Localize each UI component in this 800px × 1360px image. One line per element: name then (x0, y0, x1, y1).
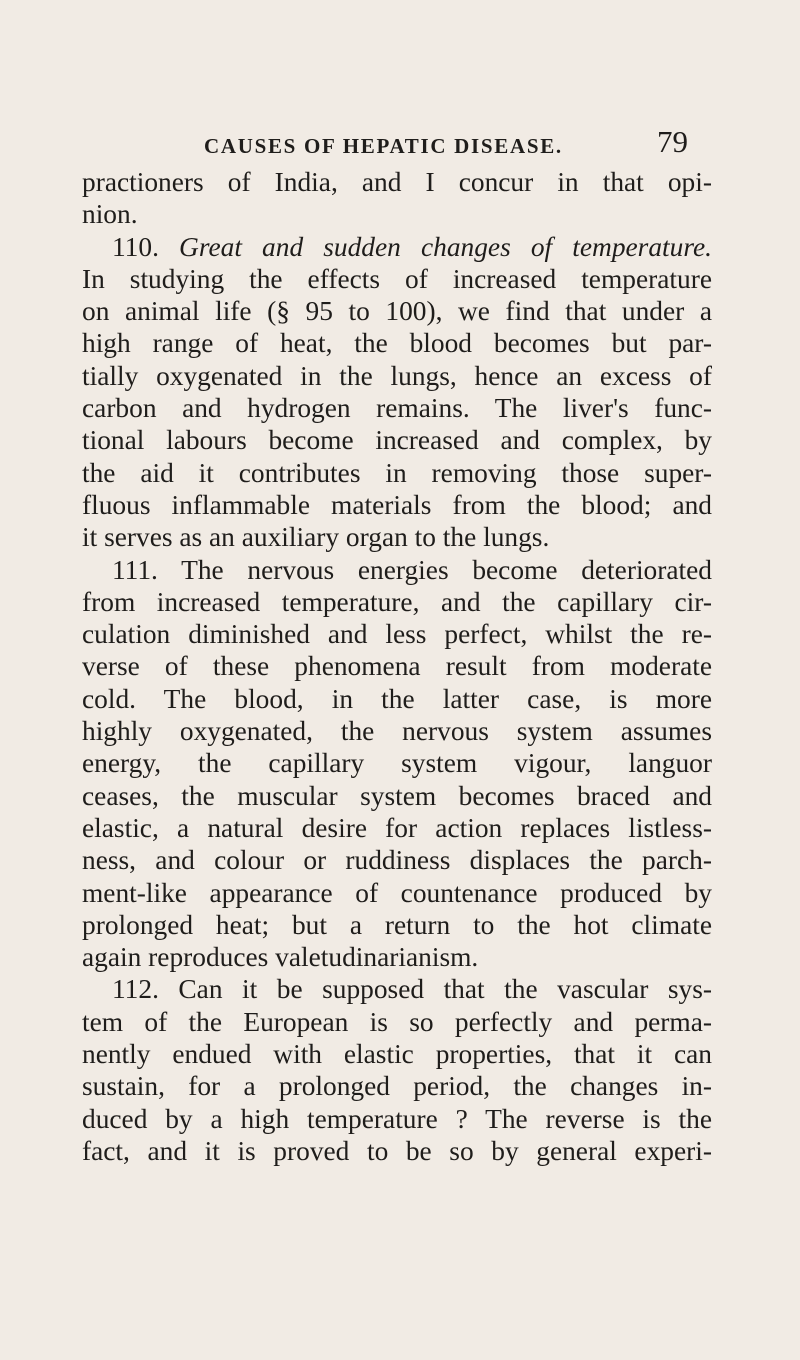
text-line: ceases, the muscular system becomes braced and (82, 780, 712, 811)
text-line: 112. Can it be supposed that the vascular sys- (112, 974, 712, 1005)
text-line: elastic, a natural desire for action replaces listless- (82, 812, 712, 843)
text-line: carbon and hydrogen remains. The liver's func- (82, 393, 712, 424)
text-line: fact, and it is proved to be so by general experi- (82, 1135, 712, 1166)
text-line: nently endued with elastic properties, that it can (82, 1039, 712, 1070)
text-line: fluous inflammable materials from the blood; and (82, 489, 712, 520)
text-line: tem of the European is so perfectly and perma- (82, 1006, 712, 1037)
text-line: culation diminished and less perfect, whilst the re- (82, 619, 712, 650)
text-line: highly oxygenated, the nervous system assumes (82, 716, 712, 747)
text-line: high range of heat, the blood becomes but par- (82, 328, 712, 359)
text-line: it serves as an auxiliary organ to the lungs. (82, 522, 550, 553)
text-line: prolonged heat; but a return to the hot climate (82, 909, 712, 940)
text-line: the aid it contributes in removing those super- (82, 457, 712, 488)
text-line: ness, and colour or ruddiness displaces the parch- (82, 845, 712, 876)
text-line: In studying the effects of increased temperature (82, 263, 712, 294)
text-line: verse of these phenomena result from moderate (82, 651, 712, 682)
text-line: nion. (82, 199, 138, 230)
page-header (204, 124, 694, 166)
section-heading-line (82, 231, 712, 263)
text-line: from increased temperature, and the capillary cir- (82, 586, 712, 617)
body-text (82, 166, 712, 1167)
page-number: 79 (657, 124, 688, 159)
text-line: tional labours become increased and complex, by (82, 425, 712, 456)
section-heading: Great and sudden changes of temperature. (179, 231, 712, 262)
text-line: duced by a high temperature ? The reverse is the (82, 1103, 712, 1134)
section-number: 110. (112, 231, 159, 262)
text-line: again reproduces valetudinarianism. (82, 942, 479, 973)
text-line: on animal life (§ 95 to 100), we find that under a (82, 296, 712, 327)
text-line: sustain, for a prolonged period, the changes in- (82, 1071, 712, 1102)
running-head: CAUSES OF HEPATIC DISEASE. (204, 134, 563, 158)
text-line: ment-like appearance of countenance produced by (82, 877, 712, 908)
text-line: practioners of India, and I concur in that opi- (82, 167, 712, 197)
text-line: energy, the capillary system vigour, languor (82, 748, 712, 779)
text-line: cold. The blood, in the latter case, is more (82, 683, 712, 714)
text-line: 111. The nervous energies become deteriorated (112, 554, 712, 585)
text-line: tially oxygenated in the lungs, hence an excess of (82, 360, 712, 391)
